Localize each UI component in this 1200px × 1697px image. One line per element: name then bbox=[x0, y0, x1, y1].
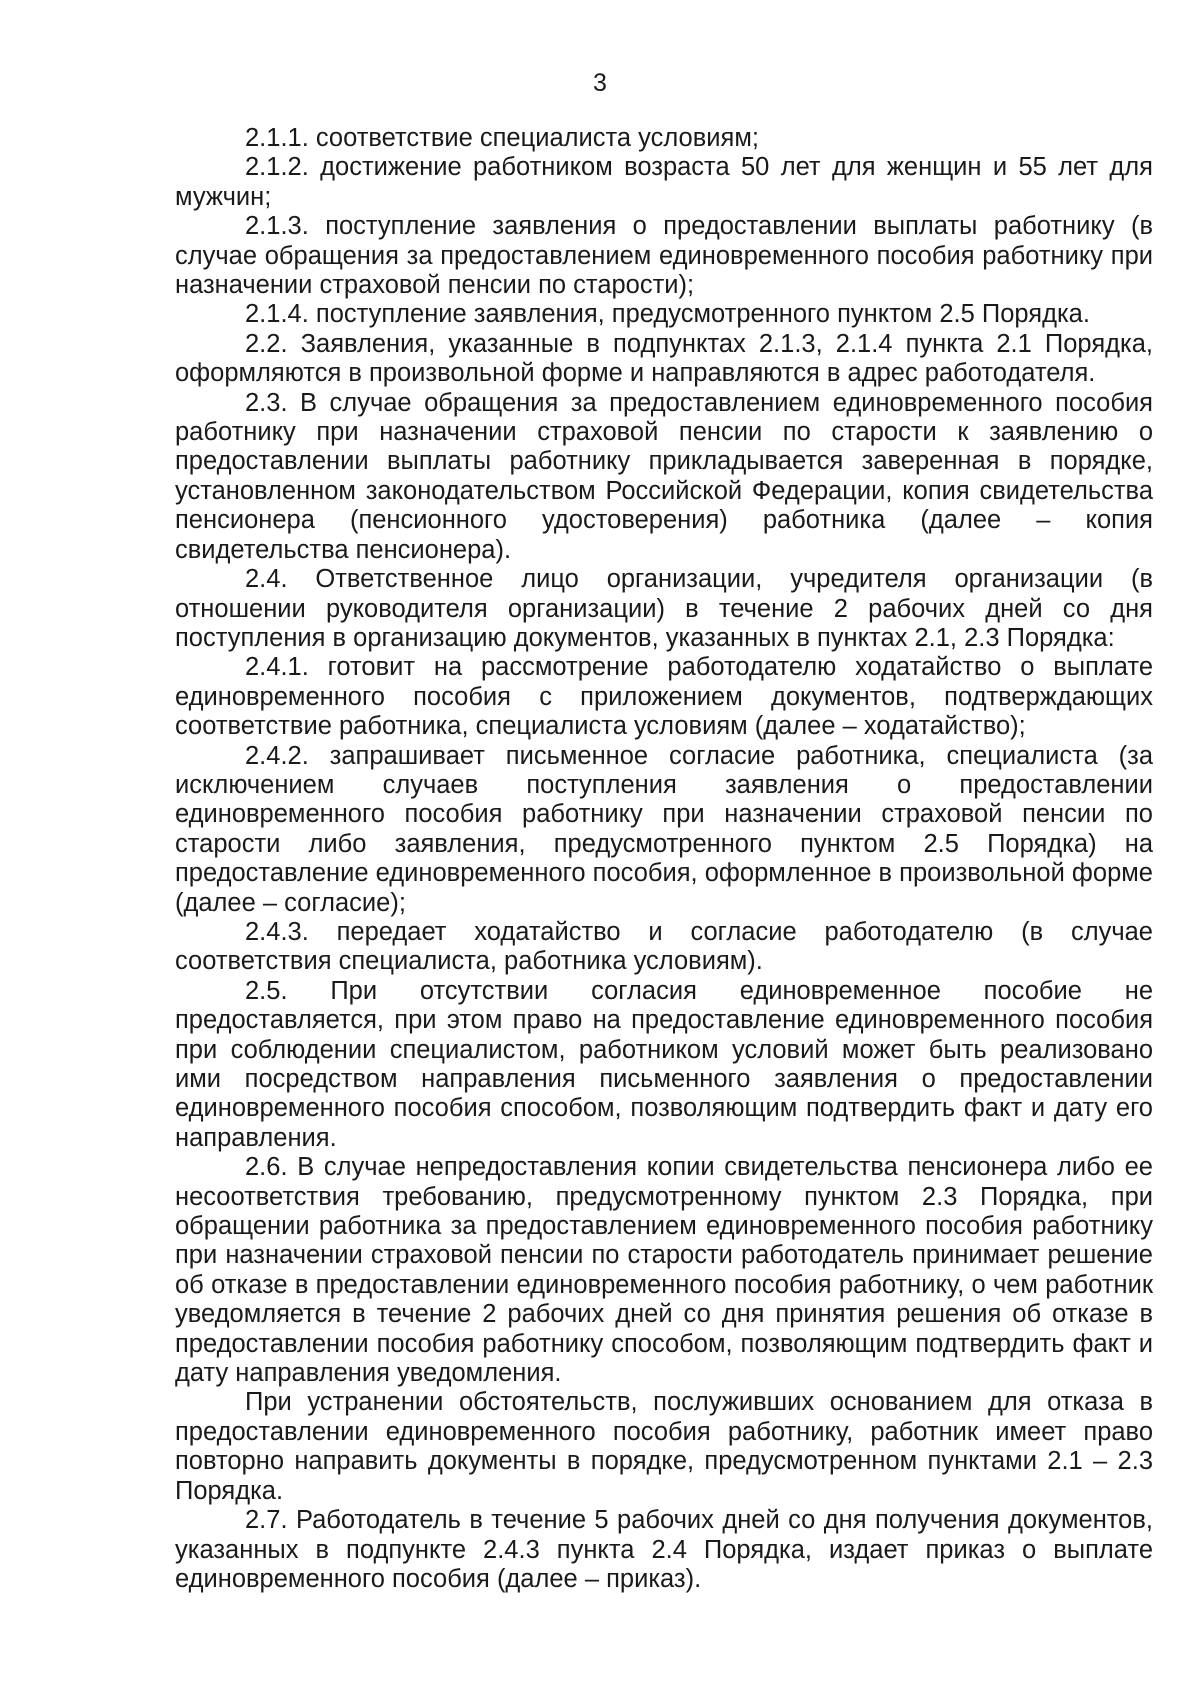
paragraph-2-2: 2.2. Заявления, указанные в подпунктах 2.1.3, 2.1.4 пункта 2.1 Порядка, оформляются в произвольной форме и направляются в адрес работодателя. bbox=[175, 329, 1153, 388]
paragraph-2-6: 2.6. В случае непредоставления копии свидетельства пенсионера либо ее несоответствия требованию, предусмотренному пунктом 2.3 Порядка, при обращении работника за предоставлением единовременного пособия работнику при назначении страховой пенсии по старости работодатель принимает решение об отказе в предоставлении единовременного пособия работнику, о чем работник уведомляется в течение 2 рабочих дней со дня принятия решения об отказе в предоставлении пособия работнику способом, позволяющим подтвердить факт и дату направления уведомления. bbox=[175, 1153, 1153, 1388]
page-number: 3 bbox=[593, 69, 607, 97]
document-body bbox=[175, 124, 1153, 1594]
paragraph-2-1-3: 2.1.3. поступление заявления о предоставлении выплаты работнику (в случае обращения за предоставлением единовременного пособия работнику при назначении страховой пенсии по старости); bbox=[175, 212, 1153, 300]
paragraph-2-7: 2.7. Работодатель в течение 5 рабочих дней со дня получения документов, указанных в подпункте 2.4.3 пункта 2.4 Порядка, издает приказ о выплате единовременного пособия (далее – приказ). bbox=[175, 1506, 1153, 1593]
paragraph-2-3: 2.3. В случае обращения за предоставлением единовременного пособия работнику при назначении страховой пенсии по старости к заявлению о предоставлении выплаты работнику прикладывается заверенная в порядке, установленном законодательством Российской Федерации, копия свидетельства пенсионера (пенсионного удостоверения) работника (далее – копия свидетельства пенсионера). bbox=[175, 388, 1153, 564]
paragraph-2-1-2: 2.1.2. достижение работником возраста 50 лет для женщин и 55 лет для мужчин; bbox=[175, 153, 1153, 211]
paragraph-2-1-4: 2.1.4. поступление заявления, предусмотренного пунктом 2.5 Порядка. bbox=[245, 300, 1090, 329]
paragraph-2-4-2: 2.4.2. запрашивает письменное согласие работника, специалиста (за исключением случаев поступления заявления о предоставлении единовременного пособия работнику при назначении страховой пенсии по старости либо заявления, предусмотренного пунктом 2.5 Порядка) на предоставление единовременного пособия, оформленное в произвольной форме (далее – согласие); bbox=[175, 741, 1153, 917]
paragraph-2-5: 2.5. При отсутствии согласия единовременное пособие не предоставляется, при этом право на предоставление единовременного пособия при соблюдении специалистом, работником условий может быть реализовано ими посредством направления письменного заявления о предоставлении единовременного пособия способом, позволяющим подтвердить факт и дату его направления. bbox=[175, 976, 1153, 1152]
paragraph-2-4: 2.4. Ответственное лицо организации, учредителя организации (в отношении руководителя организации) в течение 2 рабочих дней со дня поступления в организацию документов, указанных в пунктах 2.1, 2.3 Порядка: bbox=[175, 565, 1153, 652]
paragraph-2-6-continued: При устранении обстоятельств, послуживших основанием для отказа в предоставлении единовременного пособия работнику, работник имеет право повторно направить документы в порядке, предусмотренном пунктами 2.1 – 2.3 Порядка. bbox=[175, 1388, 1153, 1505]
paragraph-2-4-1: 2.4.1. готовит на рассмотрение работодателю ходатайство о выплате единовременного пособия с приложением документов, подтверждающих соответствие работника, специалиста условиям (далее – ходатайство); bbox=[175, 653, 1153, 741]
paragraph-2-4-3: 2.4.3. передает ходатайство и согласие работодателю (в случае соответствия специалиста, работника условиям). bbox=[175, 917, 1153, 976]
paragraph-2-1-1: 2.1.1. соответствие специалиста условиям; bbox=[245, 124, 759, 152]
